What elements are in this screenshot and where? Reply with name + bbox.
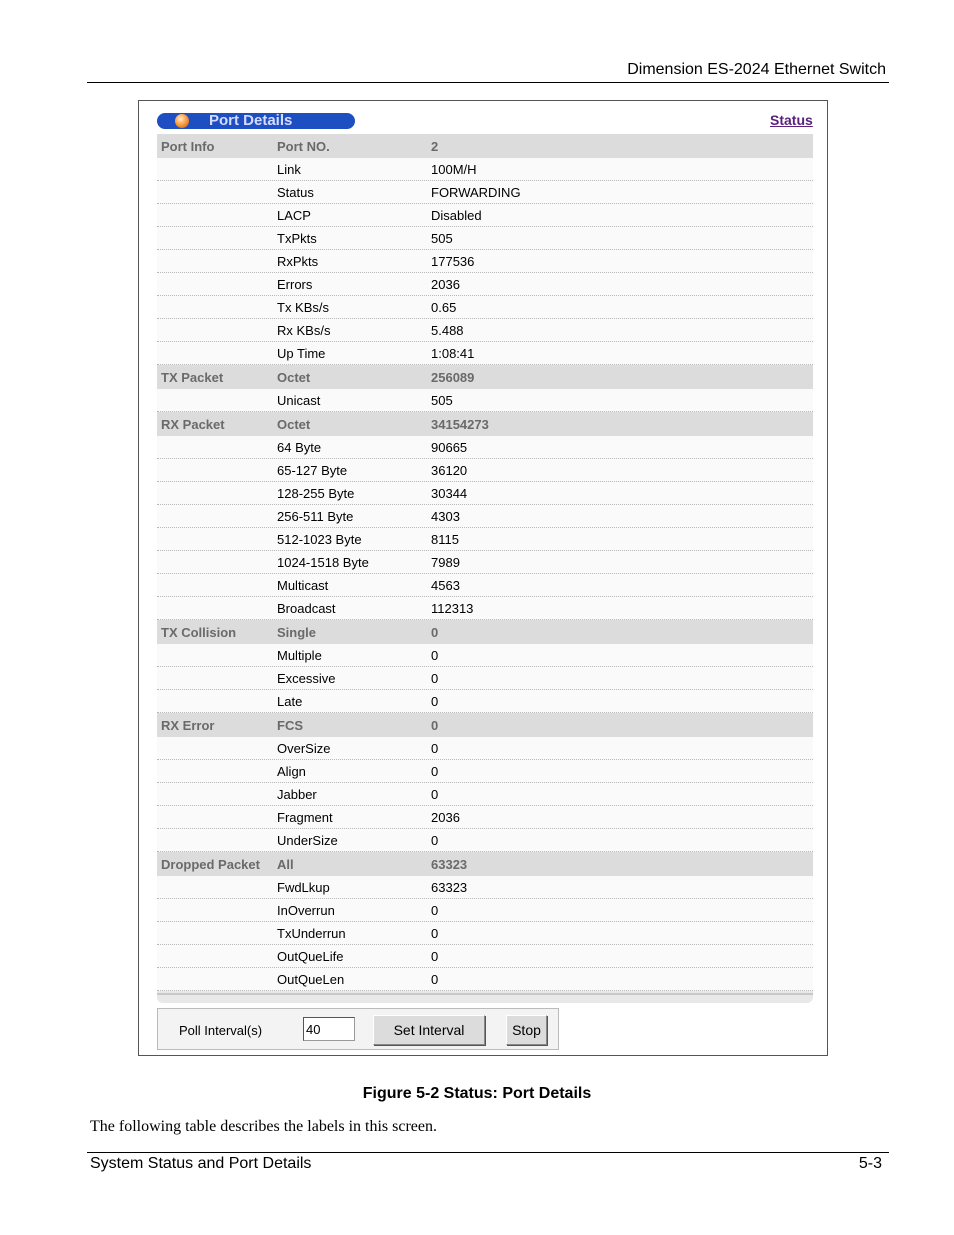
table-row — [157, 574, 813, 597]
row-label: 64 Byte — [277, 440, 322, 455]
poll-interval-panel — [157, 1008, 559, 1050]
table-separator — [157, 993, 813, 995]
row-value: 0 — [431, 764, 439, 779]
row-label: OutQueLen — [277, 972, 345, 987]
row-label: FwdLkup — [277, 880, 330, 895]
row-label: Octet — [277, 370, 311, 385]
table-row — [157, 968, 813, 991]
row-label: InOverrun — [277, 903, 335, 918]
row-label: 128-255 Byte — [277, 486, 355, 501]
row-value: 100M/H — [431, 162, 477, 177]
row-value: 0 — [431, 718, 439, 733]
row-value: 63323 — [431, 880, 468, 895]
table-row — [157, 667, 813, 690]
row-value: 256089 — [431, 370, 475, 385]
row-value: 4563 — [431, 578, 460, 593]
footer-section-title: System Status and Port Details — [90, 1155, 312, 1172]
row-label: Late — [277, 694, 303, 709]
figure-caption: Figure 5-2 Status: Port Details — [362, 1085, 592, 1102]
row-value: 505 — [431, 393, 453, 408]
row-label: Port NO. — [277, 139, 330, 154]
table-row — [157, 505, 813, 528]
poll-interval-label: Poll Interval(s) — [179, 1023, 263, 1038]
row-label: TxPkts — [277, 231, 317, 246]
row-label: 512-1023 Byte — [277, 532, 362, 547]
row-value: 0 — [431, 741, 439, 756]
row-label: TxUnderrun — [277, 926, 346, 941]
table-row — [157, 783, 813, 806]
table-row — [157, 250, 813, 273]
table-row — [157, 644, 813, 667]
row-value: 7989 — [431, 555, 460, 570]
row-value: 0 — [431, 694, 439, 709]
row-value: 2036 — [431, 277, 460, 292]
port-details-table — [157, 134, 813, 1003]
row-label: Multicast — [277, 578, 329, 593]
set-interval-button[interactable]: Set Interval — [373, 1015, 485, 1045]
table-row — [157, 876, 813, 899]
row-value: 112313 — [431, 601, 474, 616]
banner-title: Port Details — [209, 112, 293, 129]
row-value: 4303 — [431, 509, 460, 524]
row-value: 0 — [431, 833, 439, 848]
table-row — [157, 342, 813, 365]
table-row — [157, 389, 813, 412]
header-rule — [87, 82, 889, 83]
row-value: 2 — [431, 139, 439, 154]
section-row — [157, 713, 813, 737]
table-row — [157, 227, 813, 250]
stop-button[interactable]: Stop — [506, 1015, 547, 1045]
row-value: 1:08:41 — [431, 346, 475, 361]
row-label: 65-127 Byte — [277, 463, 348, 478]
row-label: OutQueLife — [277, 949, 344, 964]
row-value: 0 — [431, 972, 439, 987]
row-value: 0 — [431, 926, 439, 941]
row-value: 0 — [431, 787, 439, 802]
table-row — [157, 181, 813, 204]
table-row — [157, 319, 813, 342]
row-label: Align — [277, 764, 306, 779]
row-label: Tx KBs/s — [277, 300, 330, 315]
row-value: 0.65 — [431, 300, 457, 315]
row-value: 2036 — [431, 810, 460, 825]
row-value: FORWARDING — [431, 185, 521, 200]
row-label: OverSize — [277, 741, 331, 756]
row-value: 5.488 — [431, 323, 464, 338]
row-group: TX Packet — [161, 370, 224, 385]
row-group: Port Info — [161, 139, 215, 154]
table-row — [157, 204, 813, 227]
section-row — [157, 852, 813, 876]
row-label: 256-511 Byte — [277, 509, 354, 524]
port-details-banner — [157, 113, 355, 129]
table-row — [157, 436, 813, 459]
row-label: Single — [277, 625, 317, 640]
document-header-title: Dimension ES-2024 Ethernet Switch — [627, 61, 886, 78]
row-value: Disabled — [431, 208, 482, 223]
row-group: RX Packet — [161, 417, 225, 432]
section-row — [157, 412, 813, 436]
row-label: FCS — [277, 718, 303, 733]
row-value: 63323 — [431, 857, 468, 872]
row-value: 90665 — [431, 440, 468, 455]
table-row — [157, 296, 813, 319]
row-label: Rx KBs/s — [277, 323, 331, 338]
row-value: 177536 — [431, 254, 475, 269]
row-label: RxPkts — [277, 254, 319, 269]
row-value: 0 — [431, 625, 439, 640]
row-label: All — [277, 857, 294, 872]
table-row — [157, 899, 813, 922]
row-value: 0 — [431, 903, 439, 918]
row-label: Fragment — [277, 810, 333, 825]
row-group: RX Error — [161, 718, 215, 733]
table-row — [157, 482, 813, 505]
section-row — [157, 134, 813, 158]
table-row — [157, 829, 813, 852]
poll-interval-input[interactable] — [303, 1017, 355, 1041]
row-value: 0 — [431, 949, 439, 964]
row-label: Unicast — [277, 393, 321, 408]
footer-page-number: 5-3 — [858, 1155, 882, 1172]
table-row — [157, 273, 813, 296]
row-value: 505 — [431, 231, 453, 246]
table-row — [157, 459, 813, 482]
footer-rule — [87, 1152, 889, 1153]
row-value: 0 — [431, 671, 439, 686]
section-row — [157, 365, 813, 389]
row-label: Jabber — [277, 787, 317, 802]
row-group: TX Collision — [161, 625, 237, 640]
row-label: Link — [277, 162, 301, 177]
table-row — [157, 945, 813, 968]
table-row — [157, 760, 813, 783]
row-label: LACP — [277, 208, 311, 223]
table-row — [157, 528, 813, 551]
table-row — [157, 597, 813, 620]
table-row — [157, 922, 813, 945]
row-label: UnderSize — [277, 833, 338, 848]
row-label: Octet — [277, 417, 311, 432]
orb-icon — [175, 114, 189, 128]
row-group: Dropped Packet — [161, 857, 260, 872]
row-label: Broadcast — [277, 601, 336, 616]
table-row — [157, 737, 813, 760]
row-label: Excessive — [277, 671, 336, 686]
row-value: 30344 — [431, 486, 468, 501]
table-row — [157, 158, 813, 181]
table-row — [157, 551, 813, 574]
row-label: Up Time — [277, 346, 326, 361]
table-row — [157, 690, 813, 713]
section-row — [157, 620, 813, 644]
row-value: 36120 — [431, 463, 468, 478]
row-label: Status — [277, 185, 314, 200]
table-row — [157, 806, 813, 829]
row-value: 34154273 — [431, 417, 489, 432]
status-link[interactable]: Status — [770, 112, 813, 128]
row-label: Multiple — [277, 648, 322, 663]
row-label: 1024-1518 Byte — [277, 555, 369, 570]
row-value: 0 — [431, 648, 439, 663]
body-paragraph: The following table describes the labels in this screen. — [90, 1118, 438, 1135]
row-value: 8115 — [431, 532, 459, 547]
row-label: Errors — [277, 277, 313, 292]
